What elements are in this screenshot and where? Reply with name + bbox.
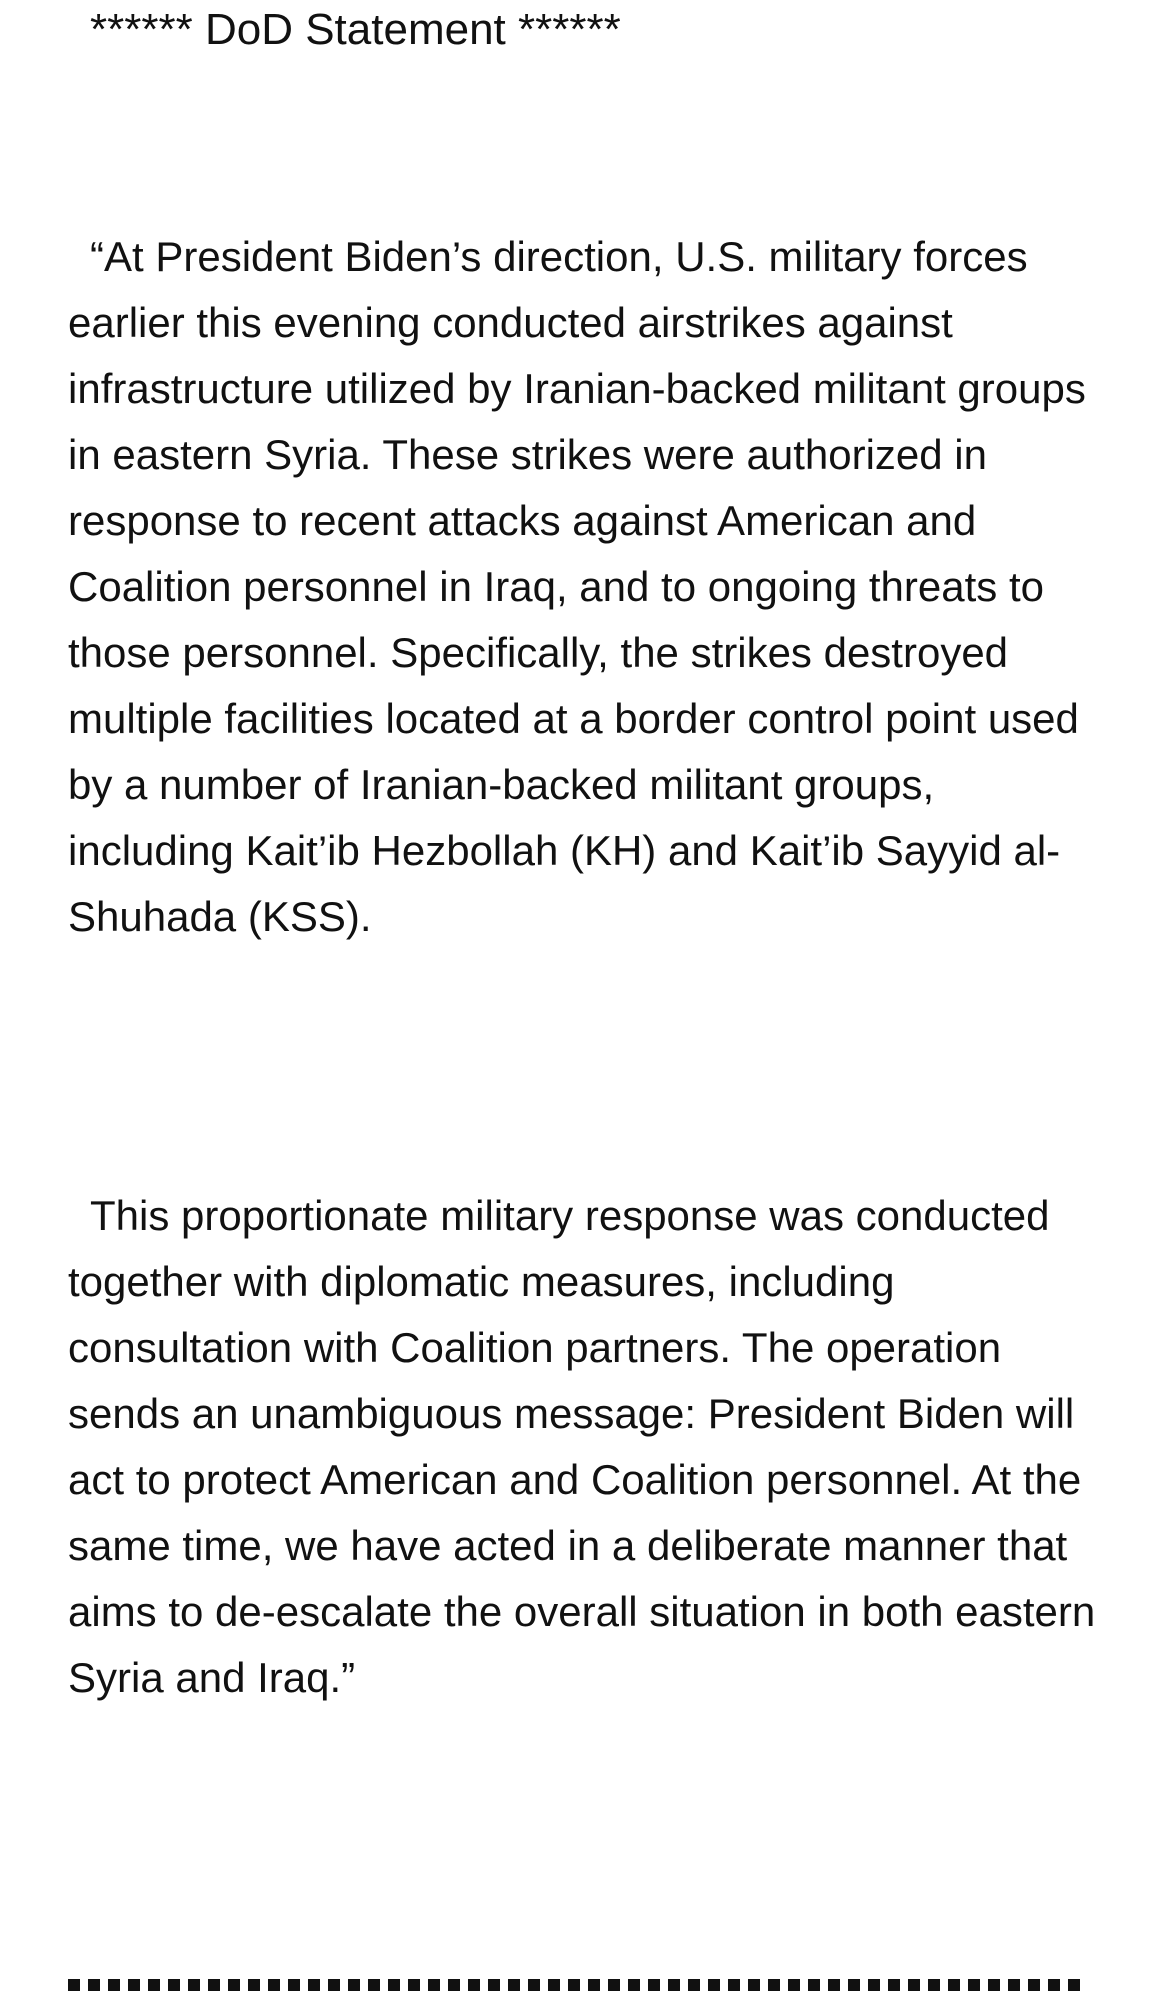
dotted-divider <box>68 1979 1084 1991</box>
statement-heading: ****** DoD Statement ****** <box>90 5 621 54</box>
statement-paragraph-2: This proportionate military response was conducted together with diplomatic measures, including consultation with Coalition partners. The operation sends an unambiguous message: President Biden will act to protect American and Coalition personnel. At the same time, we have acted in a deliberate manner that aims to de-escalate the overall situation in both eastern Syria and Iraq.” <box>68 1192 1096 1701</box>
statement-paragraph-1: “At President Biden’s direction, U.S. military forces earlier this evening conducted airstrikes against infrastructure utilized by Iranian-backed militant groups in eastern Syria. These strikes were authorized in response to recent attacks against American and Coalition personnel in Iraq, and to ongoing threats to those personnel. Specifically, the strikes destroyed multiple facilities located at a border control point used by a number of Iranian-backed militant groups, including Kait’ib Hezbollah (KH) and Kait’ib Sayyid al-Shuhada (KSS). <box>68 233 1086 940</box>
